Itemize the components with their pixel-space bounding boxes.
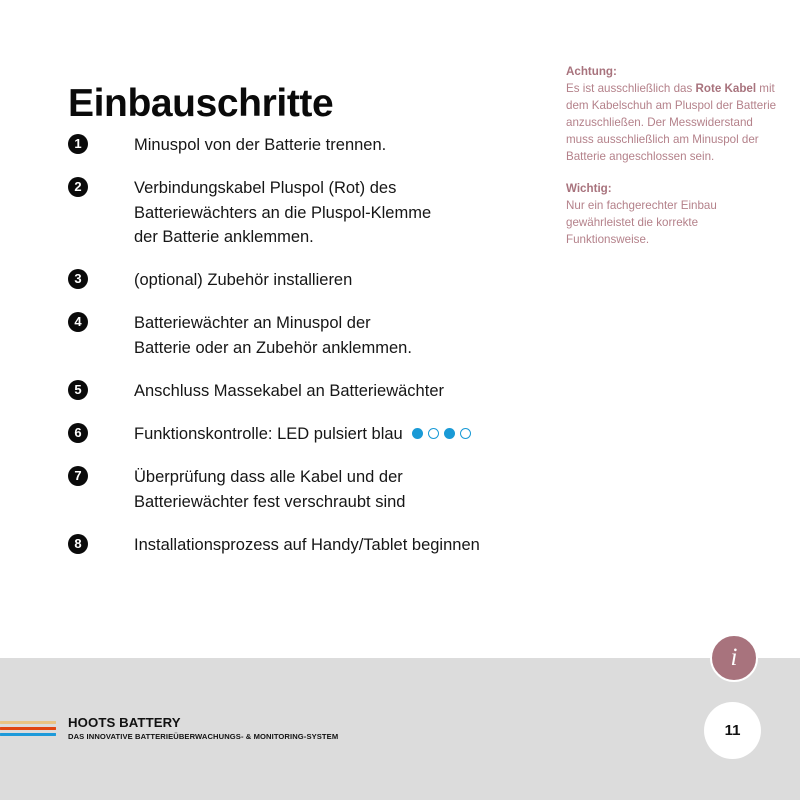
step-text-line: der Batterie anklemmen. [134, 227, 314, 246]
step-text [134, 311, 538, 360]
step-number-badge: 8 [68, 534, 88, 554]
page-title: Einbauschritte [68, 82, 334, 126]
note-body [566, 80, 778, 165]
step-item [68, 422, 538, 446]
note-emphasis: Rote Kabel [695, 82, 757, 96]
step-number-badge: 6 [68, 423, 88, 443]
step-text-line: Überprüfung dass alle Kabel und der [134, 468, 403, 487]
step-number-badge: 3 [68, 269, 88, 289]
step-text-line: Verbindungskabel Pluspol (Rot) des [134, 179, 397, 198]
page-number-badge: 11 [704, 702, 761, 759]
info-badge: i [710, 634, 758, 682]
step-number-badge: 2 [68, 177, 88, 197]
brand-logo [0, 716, 338, 741]
installation-steps-list [68, 133, 538, 576]
step-number-badge: 4 [68, 312, 88, 332]
step-item [68, 533, 538, 557]
step-text [134, 133, 538, 157]
step-text-line: Batteriewächter an Minuspol der [134, 314, 371, 333]
step-number-badge: 5 [68, 380, 88, 400]
step-number-badge: 1 [68, 134, 88, 154]
led-dot-hollow-icon [460, 428, 471, 439]
note-body [566, 197, 778, 248]
led-indicator-group [412, 428, 471, 439]
step-text-line: Batteriewächter fest verschraubt sind [134, 492, 406, 511]
step-text-line: Minuspol von der Batterie trennen. [134, 136, 387, 154]
note-block [566, 63, 778, 165]
notes-column [566, 63, 778, 263]
step-text-line: Batteriewächters an die Pluspol-Klemme [134, 203, 432, 222]
step-item [68, 176, 538, 249]
note-heading: Wichtig: [566, 182, 612, 196]
step-item [68, 311, 538, 360]
logo-bars-icon [0, 721, 56, 736]
step-text-line: Installationsprozess auf Handy/Tablet beginnen [134, 535, 480, 554]
step-number-badge: 7 [68, 466, 88, 486]
step-text-line: Batterie oder an Zubehör anklemmen. [134, 338, 412, 357]
logo-bar-blue [0, 733, 56, 736]
step-text [134, 176, 538, 249]
step-text [134, 465, 538, 514]
step-text [134, 268, 538, 292]
step-text-line: Anschluss Massekabel an Batteriewächter [134, 381, 444, 400]
led-dot-hollow-icon [428, 428, 439, 439]
logo-bar-yellow [0, 721, 56, 724]
step-text [134, 379, 538, 403]
step-item [68, 379, 538, 403]
note-text: mit dem Kabelschuh am Pluspol der Batterie anzuschließen. Der Messwiderstand muss ausschließlich am Minuspol der Batterie angeschlossen sein. [566, 82, 777, 164]
step-text [134, 422, 538, 446]
brand-name: HOOTS BATTERY [68, 715, 181, 730]
led-dot-filled-icon [444, 428, 455, 439]
step-text-line: (optional) Zubehör installieren [134, 271, 353, 289]
note-text: Es ist ausschließlich das [566, 82, 696, 96]
step-item [68, 268, 538, 292]
note-heading: Achtung: [566, 65, 617, 78]
logo-bar-red [0, 727, 56, 730]
led-dot-filled-icon [412, 428, 423, 439]
note-text: Nur ein fachgerechter Einbau gewährleistet die korrekte Funktionsweise. [566, 199, 717, 247]
step-item [68, 465, 538, 514]
step-text [134, 533, 538, 557]
note-block [566, 180, 778, 248]
logo-text-group [68, 716, 338, 741]
step-item [68, 133, 538, 157]
brand-tagline: DAS INNOVATIVE BATTERIEÜBERWACHUNGS- & MONITORING-SYSTEM [68, 732, 339, 742]
step-text-line: Funktionskontrolle: LED pulsiert blau [134, 422, 538, 446]
